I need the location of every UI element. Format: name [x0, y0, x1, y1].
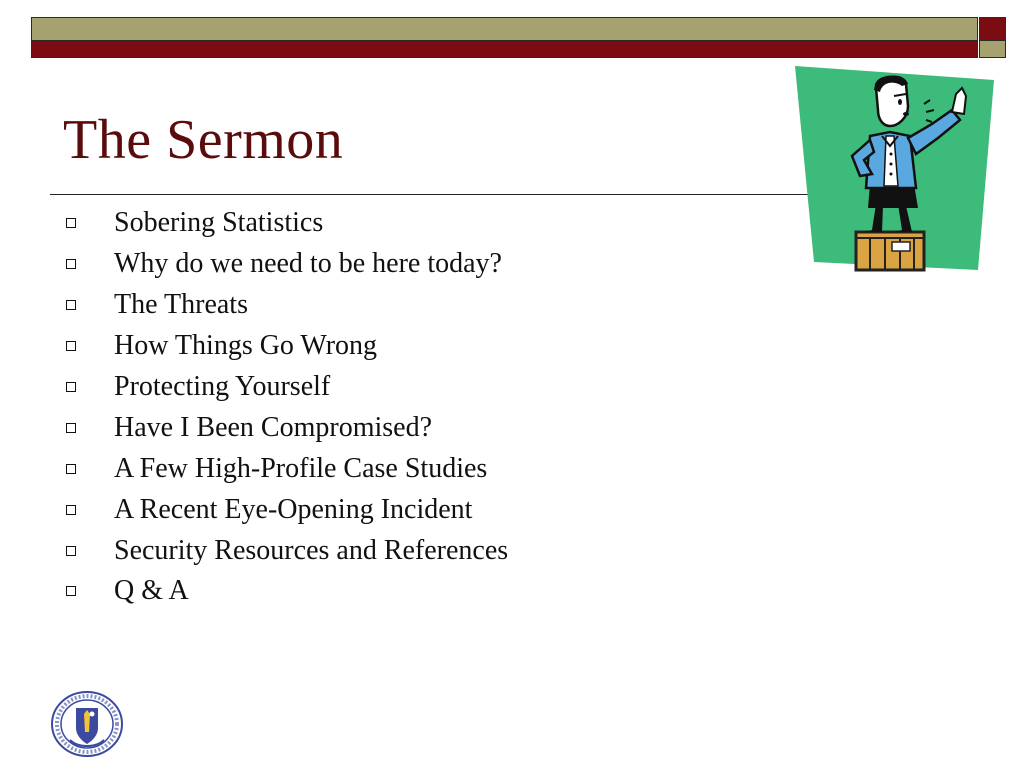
- speaker-head: [874, 75, 909, 126]
- bullet-text: A Recent Eye-Opening Incident: [114, 493, 473, 525]
- speaker-on-soapbox-icon: [790, 66, 996, 276]
- bullet-item: [66, 571, 508, 612]
- bullet-text: Have I Been Compromised?: [114, 411, 433, 443]
- bullet-item: [66, 489, 508, 530]
- bullet-item: [66, 285, 508, 326]
- bullet-text: Sobering Statistics: [114, 207, 324, 239]
- bullet-text: Why do we need to be here today?: [114, 248, 502, 280]
- bullet-item: [66, 203, 508, 244]
- square-bullet-icon: [66, 382, 76, 392]
- square-bullet-icon: [66, 259, 76, 269]
- maroon-square: [979, 17, 1006, 41]
- bullet-item: [66, 448, 508, 489]
- square-bullet-icon: [66, 586, 76, 596]
- bullet-item: [66, 244, 508, 285]
- bullet-text: A Few High-Profile Case Studies: [114, 452, 488, 484]
- bullet-item: [66, 326, 508, 367]
- bullet-item: [66, 530, 508, 571]
- bullet-text: Q & A: [114, 575, 189, 607]
- slide-title: The Sermon: [63, 109, 344, 171]
- bullet-text: The Threats: [114, 289, 248, 321]
- bullet-item: [66, 367, 508, 408]
- square-bullet-icon: [66, 300, 76, 310]
- square-bullet-icon: [66, 423, 76, 433]
- olive-square: [979, 40, 1006, 58]
- square-bullet-icon: [66, 505, 76, 515]
- square-bullet-icon: [66, 464, 76, 474]
- square-bullet-icon: [66, 546, 76, 556]
- square-bullet-icon: [66, 218, 76, 228]
- maroon-bar: [31, 40, 978, 58]
- square-bullet-icon: [66, 341, 76, 351]
- bullet-text: Security Resources and References: [114, 534, 509, 566]
- olive-bar: [31, 17, 978, 41]
- massachusetts-seal-icon: [50, 690, 124, 758]
- bullet-item: [66, 407, 508, 448]
- soapbox-crate: [856, 232, 924, 270]
- bullet-list: [66, 203, 508, 612]
- bullet-text: Protecting Yourself: [114, 371, 331, 402]
- bullet-text: How Things Go Wrong: [114, 330, 378, 362]
